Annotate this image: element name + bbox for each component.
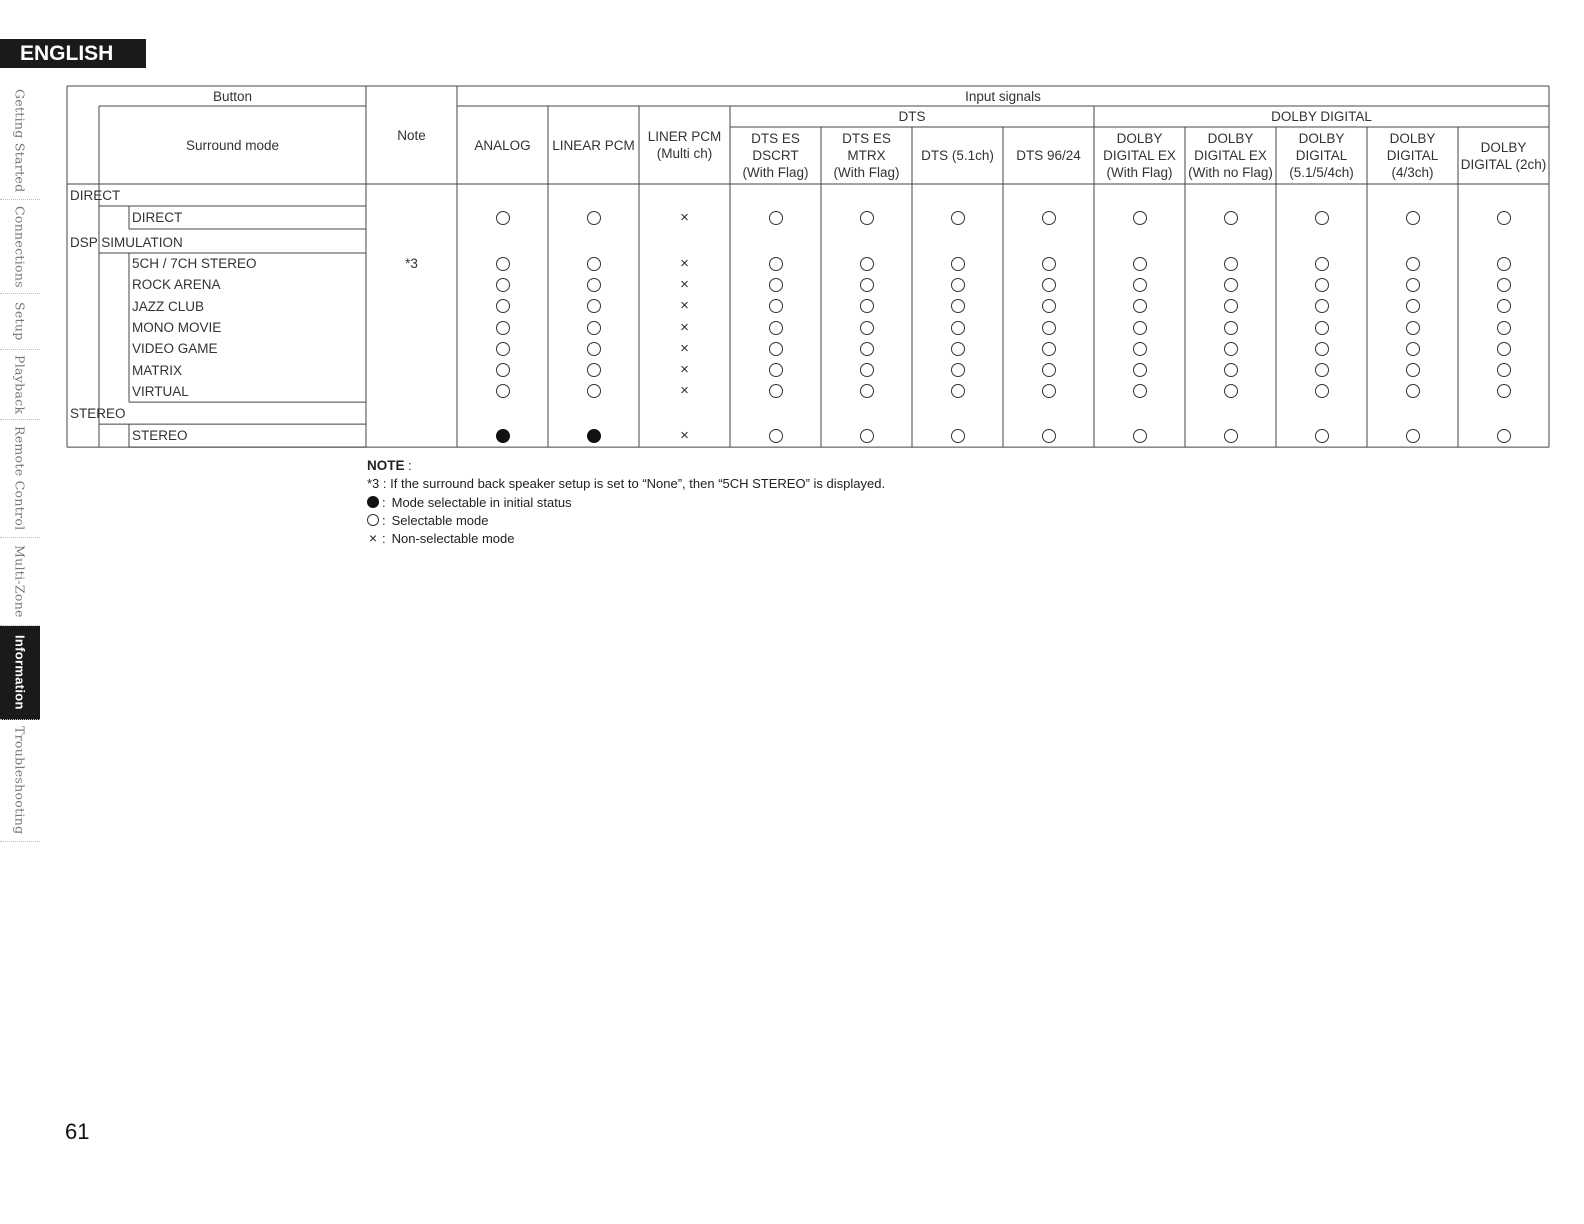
selectable-mark [496, 211, 510, 225]
note-ref-3 [366, 254, 457, 274]
selectable-mark [769, 299, 783, 313]
sidebar-tab-remote-control[interactable] [0, 420, 40, 538]
sidebar-tab-label: Playback [12, 354, 28, 415]
selectable-mark [496, 384, 510, 398]
mode-row-text: MONO MOVIE [132, 320, 222, 336]
note-title: NOTE [367, 458, 405, 473]
selectable-mark [1315, 342, 1329, 356]
header-col-6-text: DTS 96/24 [1016, 148, 1081, 163]
mode-row [129, 206, 369, 229]
sidebar-tab-playback[interactable] [0, 350, 40, 420]
selectable-mark [1042, 278, 1056, 292]
header-note-text: Note [397, 127, 426, 143]
selectable-mark [1497, 211, 1511, 225]
selectable-mark [1224, 384, 1238, 398]
selectable-mark [769, 211, 783, 225]
selectable-mark [1224, 321, 1238, 335]
footnote-3: *3 : If the surround back speaker setup is set to “None”, then “5CH STEREO” is displayed. [367, 476, 886, 491]
header-col-6 [1003, 127, 1094, 184]
selectable-mark [769, 257, 783, 271]
legend-item [367, 513, 885, 527]
header-col-8-text: DOLBY DIGITAL EX (With no Flag) [1188, 131, 1273, 180]
legend [367, 495, 885, 545]
selectable-mark [1133, 257, 1147, 271]
legend-colon: : [382, 530, 386, 546]
non-selectable-mark: × [680, 426, 689, 444]
non-selectable-mark: × [680, 208, 689, 226]
header-col-10 [1367, 127, 1458, 184]
selectable-mark [1406, 278, 1420, 292]
legend-item [367, 531, 885, 545]
sidebar-tab-getting-started[interactable] [0, 82, 40, 200]
selectable-mark [1133, 299, 1147, 313]
header-col-9-text: DOLBY DIGITAL (5.1/5/4ch) [1289, 131, 1354, 180]
selectable-mark [1042, 384, 1056, 398]
selectable-mark [1042, 257, 1056, 271]
selectable-mark [587, 384, 601, 398]
selectable-mark [1315, 211, 1329, 225]
filled-circle-icon [367, 496, 379, 508]
selectable-mark [1315, 429, 1329, 443]
selectable-mark [1406, 429, 1420, 443]
header-col-1 [548, 106, 639, 184]
selectable-mark [587, 321, 601, 335]
mode-row [129, 274, 369, 295]
selectable-mark [1315, 384, 1329, 398]
selectable-mark [860, 363, 874, 377]
selectable-mark [1406, 384, 1420, 398]
selectable-mark [1224, 257, 1238, 271]
selectable-mark [860, 321, 874, 335]
mode-row [129, 317, 369, 338]
selectable-mark [1133, 342, 1147, 356]
selectable-mark [769, 342, 783, 356]
mode-row [129, 296, 369, 317]
non-selectable-mark: × [680, 254, 689, 272]
header-col-8 [1185, 127, 1276, 184]
header-input-signals [457, 86, 1549, 106]
header-col-0-text: ANALOG [474, 137, 531, 153]
header-col-0 [457, 106, 548, 184]
selectable-mark [496, 342, 510, 356]
header-col-4 [821, 127, 912, 184]
selectable-mark [1406, 257, 1420, 271]
selectable-mark [951, 278, 965, 292]
selectable-mark [951, 257, 965, 271]
mode-row [129, 424, 369, 447]
mode-row-text: VIRTUAL [132, 383, 189, 399]
header-col-5 [912, 127, 1003, 184]
header-button-text: Button [212, 88, 253, 104]
selectable-mark [1133, 211, 1147, 225]
selectable-mark [1315, 278, 1329, 292]
non-selectable-mark: × [680, 297, 689, 315]
header-col-4-text: DTS ES MTRX (With Flag) [833, 131, 900, 180]
header-col-2 [639, 106, 730, 184]
selectable-mark [496, 321, 510, 335]
mode-row [129, 338, 369, 359]
header-note [366, 86, 457, 184]
selectable-mark [951, 363, 965, 377]
selectable-mark [1497, 384, 1511, 398]
legend-text: Selectable mode [391, 512, 489, 528]
selectable-mark [1042, 299, 1056, 313]
selectable-mark [1133, 384, 1147, 398]
selectable-mark [587, 211, 601, 225]
selectable-mark [951, 211, 965, 225]
sidebar-tab-label: Connections [12, 205, 28, 288]
selectable-mark [1224, 363, 1238, 377]
header-col-10-text: DOLBY DIGITAL (4/3ch) [1386, 131, 1439, 180]
selectable-mark [1042, 363, 1056, 377]
header-col-5-text: DTS (5.1ch) [921, 148, 994, 163]
sidebar-tab-information[interactable] [0, 626, 40, 720]
cross-icon: × [368, 530, 378, 546]
initial-status-mark [496, 429, 510, 443]
legend-text: Non-selectable mode [391, 530, 515, 546]
header-col-11 [1458, 127, 1549, 184]
selectable-mark [1497, 278, 1511, 292]
selectable-mark [1133, 429, 1147, 443]
note-ref-3-text: *3 [405, 256, 418, 272]
header-col-1-text: LINEAR PCM [552, 137, 635, 153]
selectable-mark [1042, 429, 1056, 443]
selectable-mark [860, 278, 874, 292]
selectable-mark [769, 278, 783, 292]
header-surround-mode [99, 106, 366, 184]
selectable-mark [587, 299, 601, 313]
language-tab: ENGLISH [0, 39, 146, 68]
header-dts-group [730, 106, 1094, 127]
selectable-mark [1224, 211, 1238, 225]
header-col-2-text: LINER PCM (Multi ch) [647, 129, 722, 161]
mode-row [129, 253, 369, 274]
selectable-mark [496, 257, 510, 271]
mode-row-text: STEREO [132, 428, 188, 444]
selectable-mark [1133, 321, 1147, 335]
non-selectable-mark: × [680, 382, 689, 400]
selectable-mark [860, 384, 874, 398]
selectable-mark [1315, 257, 1329, 271]
sidebar-tab-label: Information [12, 635, 28, 710]
group-direct-text: DIRECT [70, 187, 121, 203]
selectable-mark [1133, 278, 1147, 292]
header-col-11-text: DOLBY DIGITAL (2ch) [1460, 139, 1547, 172]
non-selectable-mark: × [680, 361, 689, 379]
selectable-mark [496, 299, 510, 313]
group-dsp-simulation [67, 231, 369, 253]
selectable-mark [1224, 429, 1238, 443]
group-dsp-simulation-text: DSP SIMULATION [70, 234, 183, 250]
initial-status-mark [587, 429, 601, 443]
selectable-mark [1497, 257, 1511, 271]
header-input-signals-text: Input signals [965, 88, 1041, 104]
header-dolby-group-text: DOLBY DIGITAL [1271, 109, 1372, 124]
selectable-mark [1497, 429, 1511, 443]
selectable-mark [496, 278, 510, 292]
selectable-mark [1315, 363, 1329, 377]
selectable-mark [1042, 211, 1056, 225]
legend-item [367, 495, 885, 509]
selectable-mark [1497, 363, 1511, 377]
selectable-mark [1224, 278, 1238, 292]
selectable-mark [587, 278, 601, 292]
sidebar-tab-label: Getting Started [12, 88, 28, 193]
selectable-mark [860, 257, 874, 271]
mode-row-text: 5CH / 7CH STEREO [132, 256, 257, 272]
open-circle-icon [367, 514, 379, 526]
legend-colon: : [382, 494, 386, 510]
selectable-mark [1315, 321, 1329, 335]
mode-row-text: MATRIX [132, 362, 182, 378]
notes-section [367, 458, 885, 545]
selectable-mark [769, 429, 783, 443]
selectable-mark [1497, 299, 1511, 313]
sidebar-tab-label: Troubleshooting [12, 726, 28, 835]
selectable-mark [951, 321, 965, 335]
selectable-mark [1042, 342, 1056, 356]
selectable-mark [1406, 299, 1420, 313]
page-number: 61 [65, 1119, 90, 1144]
header-col-9 [1276, 127, 1367, 184]
selectable-mark [1497, 321, 1511, 335]
header-surround-mode-text: Surround mode [185, 137, 280, 153]
selectable-mark [1406, 363, 1420, 377]
selectable-mark [951, 299, 965, 313]
selectable-mark [1406, 211, 1420, 225]
selectable-mark [1406, 342, 1420, 356]
selectable-mark [1406, 321, 1420, 335]
selectable-mark [860, 211, 874, 225]
sidebar-tab-label: Setup [12, 302, 28, 341]
non-selectable-mark: × [680, 339, 689, 357]
selectable-mark [587, 257, 601, 271]
sidebar-tab-setup[interactable] [0, 294, 40, 350]
group-stereo-text: STEREO [70, 405, 126, 421]
selectable-mark [769, 384, 783, 398]
selectable-mark [1133, 363, 1147, 377]
group-direct [67, 184, 369, 206]
legend-text: Mode selectable in initial status [391, 494, 572, 510]
selectable-mark [496, 363, 510, 377]
sidebar-tab-multi-zone[interactable] [0, 538, 40, 626]
selectable-mark [769, 321, 783, 335]
header-button [99, 86, 366, 106]
mode-row-text: ROCK ARENA [132, 277, 221, 293]
non-selectable-mark: × [680, 275, 689, 293]
sidebar-tab-connections[interactable] [0, 200, 40, 294]
selectable-mark [951, 384, 965, 398]
selectable-mark [951, 342, 965, 356]
note-title-suffix: : [404, 458, 412, 473]
non-selectable-mark: × [680, 318, 689, 336]
legend-colon: : [382, 512, 386, 528]
selectable-mark [587, 363, 601, 377]
selectable-mark [587, 342, 601, 356]
sidebar-tab-troubleshooting[interactable] [0, 720, 40, 842]
header-col-7-text: DOLBY DIGITAL EX (With Flag) [1103, 131, 1176, 180]
selectable-mark [860, 342, 874, 356]
selectable-mark [951, 429, 965, 443]
selectable-mark [1315, 299, 1329, 313]
header-dolby-group [1094, 106, 1549, 127]
section-sidebar [0, 82, 40, 852]
header-dts-group-text: DTS [898, 109, 926, 124]
header-col-3-text: DTS ES DSCRT (With Flag) [742, 131, 809, 180]
header-col-7 [1094, 127, 1185, 184]
selectable-mark [1042, 321, 1056, 335]
selectable-mark [769, 363, 783, 377]
group-stereo [67, 402, 369, 424]
mode-row-text: DIRECT [132, 210, 183, 225]
selectable-mark [1224, 342, 1238, 356]
sidebar-tab-label: Remote Control [12, 426, 28, 531]
mode-row [129, 360, 369, 381]
mode-row [129, 381, 369, 402]
sidebar-tab-label: Multi-Zone [12, 545, 28, 618]
mode-row-text: JAZZ CLUB [132, 298, 205, 314]
mode-row-text: VIDEO GAME [132, 341, 218, 357]
selectable-mark [1497, 342, 1511, 356]
selectable-mark [860, 299, 874, 313]
selectable-mark [1224, 299, 1238, 313]
header-col-3 [730, 127, 821, 184]
selectable-mark [860, 429, 874, 443]
